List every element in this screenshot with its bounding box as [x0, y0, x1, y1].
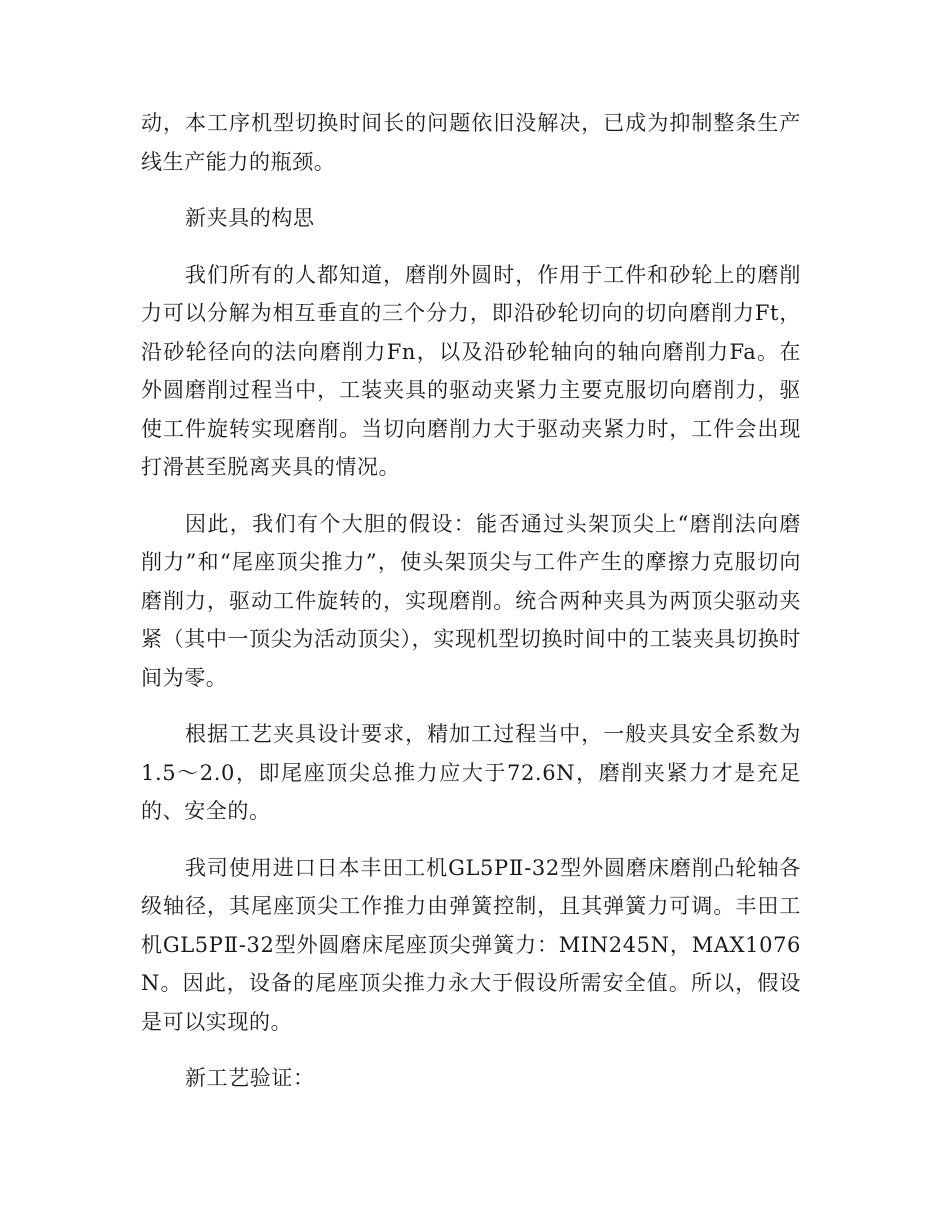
document-body	[141, 104, 801, 1098]
section-heading-new-process-verification: 新工艺验证：	[185, 1066, 315, 1090]
paragraph-hypothesis: 因此，我们有个大胆的假设：能否通过头架顶尖上“磨削法向磨削力”和“尾座顶尖推力”，使头架顶尖与工件产生的摩擦力克服切向磨削力，驱动工件旋转的，实现磨削。统合两种夹具为两顶尖驱动夹紧（其中一顶尖为活动顶尖），实现机型切换时间中的工装夹具切换时间为零。	[141, 511, 801, 690]
paragraph-safety-factor: 根据工艺夹具设计要求，精加工过程当中，一般夹具安全系数为1.5～2.0，即尾座顶尖总推力应大于72.6N，磨削夹紧力才是充足的、安全的。	[141, 722, 801, 823]
paragraph-equipment: 我司使用进口日本丰田工机GL5PⅡ-32型外圆磨床磨削凸轮轴各级轴径，其尾座顶尖工作推力由弹簧控制，且其弹簧力可调。丰田工机GL5PⅡ-32型外圆磨床尾座顶尖弹簧力：MIN245N，MAX1076N。因此，设备的尾座顶尖推力永大于假设所需安全值。所以，假设是可以实现的。	[141, 855, 801, 1034]
paragraph-grinding-forces: 我们所有的人都知道，磨削外圆时，作用于工件和砂轮上的磨削力可以分解为相互垂直的三个分力，即沿砂轮切向的切向磨削力Ft，沿砂轮径向的法向磨削力Fn，以及沿砂轮轴向的轴向磨削力Fa。在外圆磨削过程当中，工装夹具的驱动夹紧力主要克服切向磨削力，驱使工件旋转实现磨削。当切向磨削力大于驱动夹紧力时，工件会出现打滑甚至脱离夹具的情况。	[141, 262, 801, 479]
paragraph-continuation: 动，本工序机型切换时间长的问题依旧没解决，已成为抑制整条生产线生产能力的瓶颈。	[141, 111, 801, 174]
section-heading-new-fixture-concept: 新夹具的构思	[185, 206, 315, 230]
